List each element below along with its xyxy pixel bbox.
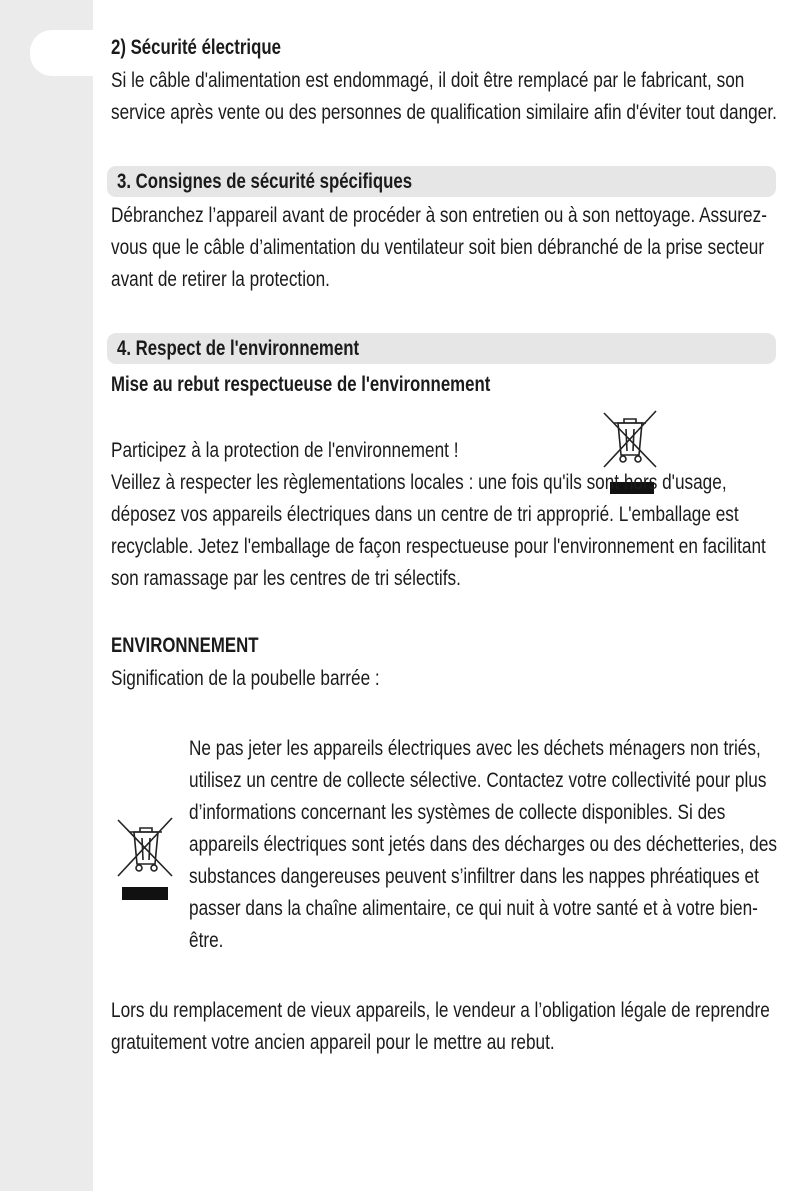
page-margin-band bbox=[0, 0, 93, 1191]
closing-text: Lors du remplacement de vieux appareils, le vendeur a l’obligation légale de reprendre gratuitement votre ancien appareil pour le mettre au rebut. bbox=[111, 998, 770, 1054]
section-4-subtitle: Mise au rebut respectueuse de l'environnement bbox=[111, 373, 491, 396]
environment-subtitle: Signification de la poubelle barrée : bbox=[111, 666, 380, 690]
section-3-title: 3. Consignes de sécurité spécifiques bbox=[117, 170, 413, 193]
section-3-header bbox=[107, 166, 776, 197]
section-2-text: Si le câble d'alimentation est endommagé, il doit être remplacé par le fabricant, son service après vente ou des personnes de qualification similaire afin d'éviter tout danger. bbox=[111, 68, 777, 124]
environment-title: ENVIRONNEMENT bbox=[111, 634, 259, 657]
section-4-title: 4. Respect de l'environnement bbox=[117, 337, 360, 360]
section-3-text: Débranchez l’appareil avant de procéder à son entretien ou à son nettoyage. Assurez-vous que le câble d’alimentation du ventilateur soit bien débranché de la prise secteur avant de retirer la protection. bbox=[111, 203, 767, 291]
page-content bbox=[111, 32, 783, 1058]
environment-text: Ne pas jeter les appareils électriques avec les déchets ménagers non triés, utilisez un centre de collecte sélective. Contactez votre collectivité pour plus d’informations concernant les systèmes de collecte disponibles. Si des appareils électriques sont jetés dans des décharges ou des déchetteries, des substances dangereuses peuvent s’infiltrer dans les nappes phréatiques et passer dans la chaîne alimentaire, ce qui nuit à votre santé et à votre bien-être. bbox=[189, 736, 778, 952]
section-4-header bbox=[107, 333, 776, 364]
section-4-intro: Participez à la protection de l'environnement ! bbox=[111, 438, 459, 462]
section-2-title: 2) Sécurité électrique bbox=[111, 36, 281, 59]
section-4-text: Veillez à respecter les règlementations locales : une fois qu'ils sont hors d'usage, déposez vos appareils électriques dans un centre de tri approprié. L'emballage est recyclable. Jetez l'emballage de façon respectueuse pour l'environnement en facilitant son ramassage par les centres de tri sélectifs. bbox=[111, 470, 766, 590]
